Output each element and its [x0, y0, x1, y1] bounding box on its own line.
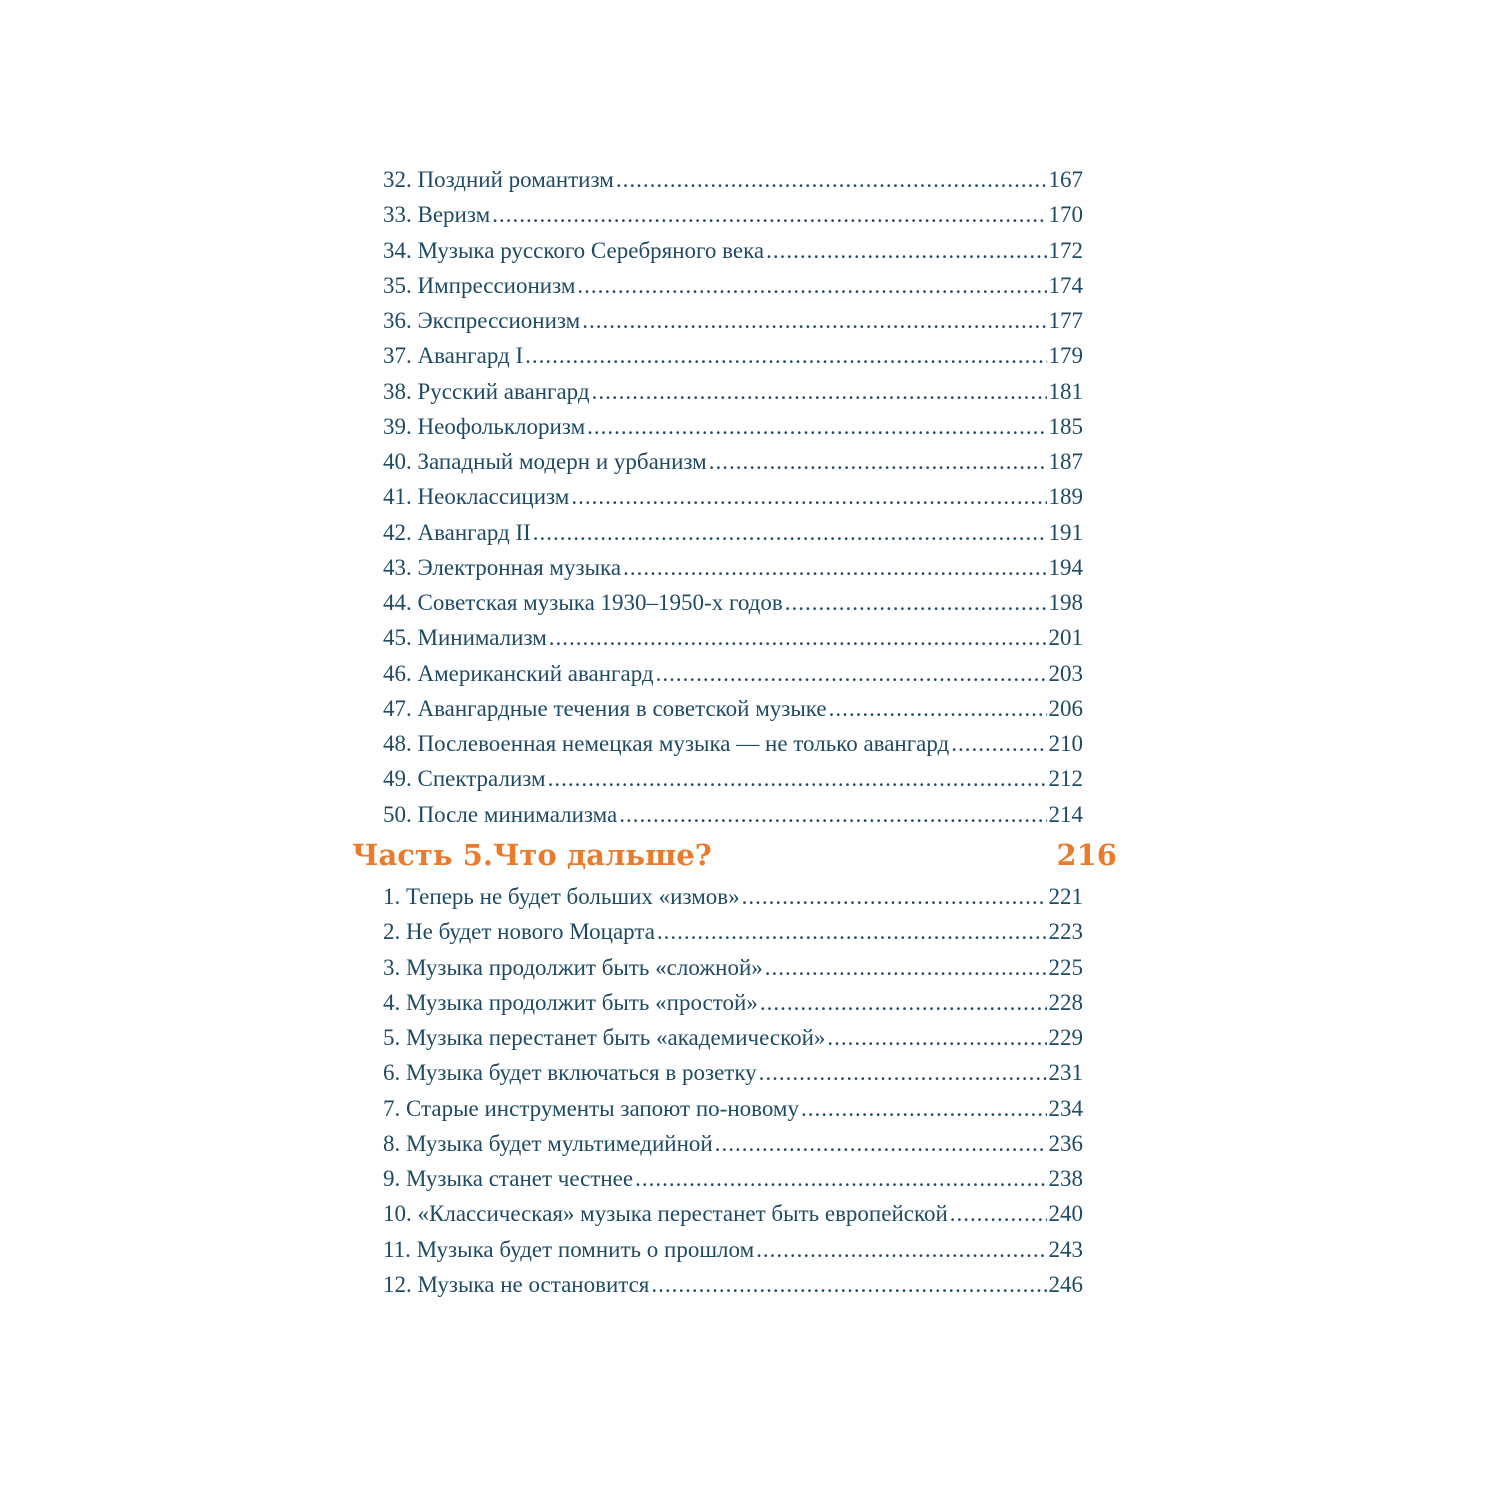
- toc-entry-page-number: 214: [1048, 801, 1083, 827]
- dot-leader: [616, 162, 1047, 197]
- toc-entry: [383, 338, 1083, 373]
- toc-entry-title: 40. Западный модерн и урбанизм: [383, 449, 707, 474]
- toc-entry-page-number: 185: [1048, 413, 1083, 439]
- toc-entry: [383, 797, 1083, 832]
- toc-entry-page-number: 238: [1048, 1166, 1083, 1191]
- toc-entry-page-number: 189: [1048, 484, 1083, 510]
- dot-leader: [651, 1267, 1046, 1302]
- dot-leader: [759, 1055, 1047, 1090]
- dot-leader: [548, 761, 1047, 796]
- toc-entry-title: 47. Авангардные течения в советской музыке: [383, 695, 827, 721]
- toc-entry-page-number: 212: [1048, 766, 1083, 792]
- dot-leader: [582, 303, 1046, 338]
- toc-entry-page-number: 234: [1048, 1095, 1083, 1121]
- toc-entry: [383, 1055, 1083, 1090]
- toc-entry: [383, 761, 1083, 796]
- dot-leader: [801, 1091, 1047, 1126]
- dot-leader: [571, 479, 1046, 514]
- toc-entry: [383, 303, 1083, 338]
- part-heading: [352, 832, 1117, 878]
- toc-entry-page-number: 167: [1048, 167, 1083, 192]
- toc-entry-title: 41. Неоклассицизм: [383, 484, 570, 510]
- toc-list-part-5: [383, 879, 1083, 1302]
- toc-entry: [383, 691, 1083, 726]
- dot-leader: [577, 268, 1046, 303]
- toc-entry-page-number: 243: [1048, 1236, 1083, 1262]
- toc-entry-title: 6. Музыка будет включаться в розетку: [383, 1060, 757, 1086]
- toc-entry-title: 38. Русский авангард: [383, 378, 590, 404]
- dot-leader: [951, 726, 1046, 761]
- toc-entry-page-number: 231: [1048, 1060, 1083, 1086]
- toc-entry-title: 2. Не будет нового Моцарта: [383, 919, 655, 945]
- toc-entry-title: 5. Музыка перестанет быть «академической»: [383, 1025, 826, 1050]
- toc-entry-page-number: 181: [1048, 378, 1083, 404]
- dot-leader: [635, 1161, 1046, 1196]
- toc-entry-page-number: 236: [1048, 1130, 1083, 1156]
- part-title: Часть 5.Что дальше?: [352, 838, 712, 872]
- dot-leader: [765, 950, 1047, 985]
- toc-entry: [383, 914, 1083, 949]
- toc-entry-title: 43. Электронная музыка: [383, 554, 622, 580]
- toc-entry: [383, 620, 1083, 655]
- dot-leader: [592, 374, 1047, 409]
- dot-leader: [619, 797, 1046, 832]
- dot-leader: [827, 1020, 1046, 1055]
- toc-entry-page-number: 206: [1048, 695, 1083, 721]
- toc-entry: [383, 444, 1083, 479]
- toc-entry: [383, 1232, 1083, 1267]
- toc-entry-title: 7. Старые инструменты запоют по-новому: [383, 1095, 799, 1121]
- toc-entry-title: 46. Американский авангард: [383, 660, 654, 686]
- toc-entry: [383, 268, 1083, 303]
- toc-entry: [383, 479, 1083, 514]
- dot-leader: [829, 691, 1047, 726]
- dot-leader: [492, 197, 1046, 232]
- toc-entry-title: 12. Музыка не остановится: [383, 1271, 650, 1297]
- toc-entry-title: 36. Экспрессионизм: [383, 308, 581, 333]
- toc-entry-title: 33. Веризм: [383, 202, 491, 228]
- toc-entry: [383, 374, 1083, 409]
- toc-entry-page-number: 172: [1048, 237, 1083, 263]
- toc-entry-title: 49. Спектрализм: [383, 766, 546, 792]
- toc-entry-title: 32. Поздний романтизм: [383, 167, 614, 192]
- toc-entry: [383, 409, 1083, 444]
- toc-entry-page-number: 198: [1048, 590, 1083, 615]
- toc-entry-page-number: 179: [1048, 343, 1083, 369]
- toc-entry-page-number: 201: [1048, 625, 1083, 651]
- dot-leader: [950, 1196, 1047, 1231]
- dot-leader: [766, 233, 1046, 268]
- toc-entry: [383, 585, 1083, 620]
- dot-leader: [760, 985, 1047, 1020]
- part-page-number: 216: [1056, 838, 1117, 872]
- toc-entry: [383, 1267, 1083, 1302]
- toc-entry: [383, 1020, 1083, 1055]
- toc-entry-title: 10. «Классическая» музыка перестанет быть европейской: [383, 1201, 948, 1227]
- toc-entry-title: 48. Послевоенная немецкая музыка — не только авангард: [383, 731, 950, 756]
- toc-list-part-4: [383, 162, 1083, 832]
- toc-entry: [383, 1161, 1083, 1196]
- toc-entry: [383, 197, 1083, 232]
- toc-entry: [383, 550, 1083, 585]
- toc-entry: [383, 985, 1083, 1020]
- toc-entry: [383, 950, 1083, 985]
- toc-entry-title: 1. Теперь не будет больших «измов»: [383, 884, 740, 909]
- toc-entry-page-number: 225: [1048, 954, 1083, 980]
- toc-entry: [383, 1126, 1083, 1161]
- dot-leader: [785, 585, 1047, 620]
- toc-entry: [383, 162, 1083, 197]
- toc-entry-title: 39. Неофольклоризм: [383, 413, 586, 439]
- toc-entry: [383, 879, 1083, 914]
- toc-entry-title: 3. Музыка продолжит быть «сложной»: [383, 954, 763, 980]
- toc-entry-page-number: 229: [1048, 1025, 1083, 1050]
- toc-entry: [383, 1196, 1083, 1231]
- toc-entry-page-number: 174: [1048, 272, 1083, 298]
- dot-leader: [533, 515, 1047, 550]
- toc-entry-page-number: 203: [1048, 660, 1083, 686]
- toc-entry: [383, 233, 1083, 268]
- toc-entry: [383, 1091, 1083, 1126]
- toc-entry-page-number: 223: [1048, 919, 1083, 945]
- toc-entry-title: 4. Музыка продолжит быть «простой»: [383, 989, 758, 1015]
- dot-leader: [623, 550, 1046, 585]
- dot-leader: [715, 1126, 1047, 1161]
- toc-entry-title: 34. Музыка русского Серебряного века: [383, 237, 765, 263]
- toc-entry-title: 9. Музыка станет честнее: [383, 1166, 634, 1191]
- toc-entry-title: 35. Импрессионизм: [383, 272, 576, 298]
- toc-entry-page-number: 177: [1048, 308, 1083, 333]
- dot-leader: [756, 1232, 1046, 1267]
- dot-leader: [742, 879, 1047, 914]
- toc-entry-page-number: 240: [1048, 1201, 1083, 1227]
- dot-leader: [525, 338, 1046, 373]
- toc-entry: [383, 515, 1083, 550]
- toc-entry-page-number: 210: [1048, 731, 1083, 756]
- toc-entry-title: 45. Минимализм: [383, 625, 547, 651]
- toc-entry-page-number: 194: [1048, 554, 1083, 580]
- dot-leader: [549, 620, 1047, 655]
- toc-entry-title: 11. Музыка будет помнить о прошлом: [383, 1236, 755, 1262]
- toc-entry-page-number: 191: [1048, 519, 1083, 545]
- toc-entry-page-number: 170: [1048, 202, 1083, 228]
- toc-entry-title: 50. После минимализма: [383, 801, 618, 827]
- toc-entry-title: 37. Авангард I: [383, 343, 524, 369]
- toc-entry: [383, 656, 1083, 691]
- toc-entry-title: 44. Советская музыка 1930–1950-х годов: [383, 590, 783, 615]
- toc-entry-page-number: 221: [1048, 884, 1083, 909]
- dot-leader: [709, 444, 1047, 479]
- toc-entry-page-number: 228: [1048, 989, 1083, 1015]
- toc-entry-page-number: 187: [1048, 449, 1083, 474]
- dot-leader: [656, 656, 1047, 691]
- toc-entry-title: 42. Авангард II: [383, 519, 531, 545]
- toc-entry-title: 8. Музыка будет мультимедийной: [383, 1130, 713, 1156]
- dot-leader: [657, 914, 1047, 949]
- toc-entry-page-number: 246: [1048, 1271, 1083, 1297]
- toc-entry: [383, 726, 1083, 761]
- dot-leader: [587, 409, 1046, 444]
